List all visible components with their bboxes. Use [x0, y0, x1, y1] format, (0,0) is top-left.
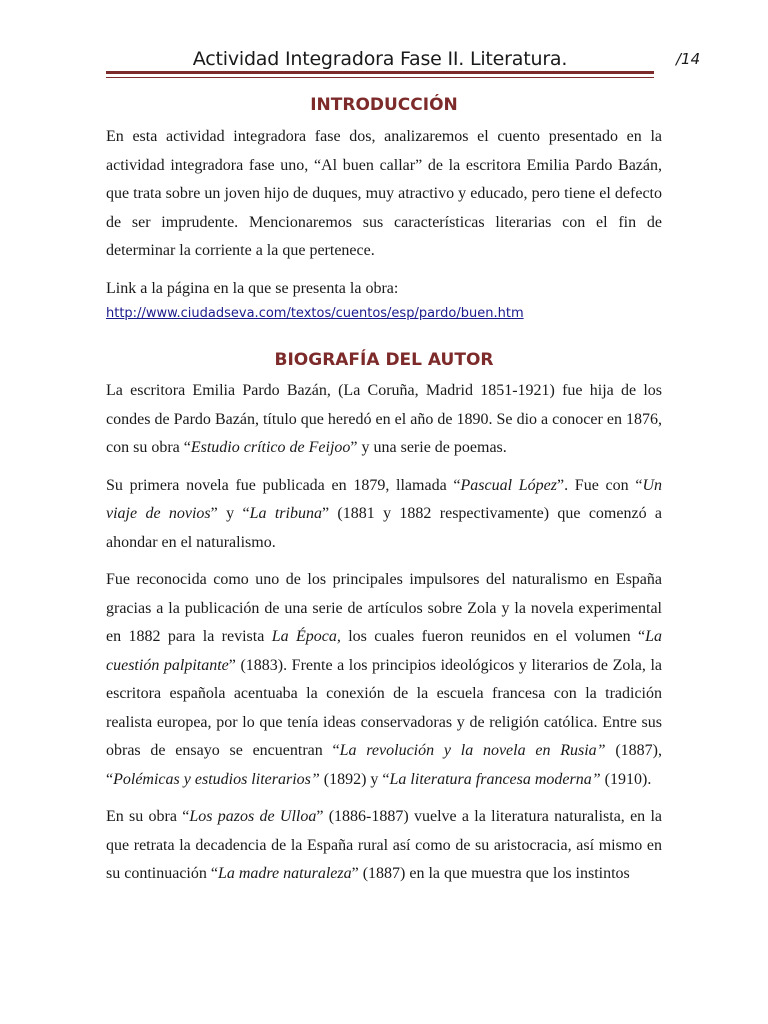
title-pazos-de-ulloa: Los pazos de Ulloa: [189, 808, 317, 825]
bio-paragraph-2: Su primera novela fue publicada en 1879, llamada “Pascual López”. Fue con “Un viaje de novios” y “La tribuna” (1881 y 1882 respectivamente) que comenzó a ahondar en el naturalismo.: [106, 476, 663, 551]
title-revolucion-novela-rusia: La revolución y la novela en Rusia”: [339, 742, 606, 759]
title-viaje-de-novios: Un viaje de novios: [106, 476, 662, 522]
intro-heading: INTRODUCCIÓN: [310, 95, 458, 115]
document-body: [106, 94, 662, 898]
bio-paragraph-1: La escritora Emilia Pardo Bazán, (La Coruña, Madrid 1851-1921) fue hija de los condes de Pardo Bazán, título que heredó en el año de 1890. Se dio a conocer en 1876, con su obra “Estudio crítico de Feijoo” y una serie de poemas.: [106, 382, 662, 456]
title-cuestion-palpitante: La cuestión palpitante: [106, 628, 663, 674]
title-madre-naturaleza: La madre naturaleza: [217, 865, 352, 882]
title-estudio-critico: Estudio crítico de Feijoo: [190, 439, 351, 456]
header-rule-thick: [106, 71, 654, 74]
title-la-epoca: La Época,: [271, 628, 341, 645]
document-header-title: Actividad Integradora Fase II. Literatura.: [192, 48, 568, 70]
title-pascual-lopez: Pascual López: [460, 476, 557, 494]
work-link[interactable]: http://www.ciudadseva.com/textos/cuentos/esp/pardo/buen.htm: [106, 306, 524, 321]
bio-paragraph-3: Fue reconocida como uno de los principales impulsores del naturalismo en España gracias a la publicación de una serie de artículos sobre Zola y la novela experimental en 1882 para la revista La Época, los cuales fueron reunidos en el volumen “La cuestión palpitante” (1883). Frente a los principios ideológicos y literarios de Zola, la escritora española acentuaba la conexión de la escuela francesa con la tradición realista europea, por lo que tenía ideas conservadoras y de religión católica. Entre sus obras de ensayo se encuentran “La revolución y la novela en Rusia” (1887), “Polémicas y estudios literarios” (1892) y “La literatura francesa moderna” (1910).: [106, 571, 663, 788]
bio-heading: BIOGRAFÍA DEL AUTOR: [274, 350, 494, 370]
intro-paragraph: En esta actividad integradora fase dos, analizaremos el cuento presentado en la actividad integradora fase uno, “Al buen callar” de la escritora Emilia Pardo Bazán, que trata sobre un joven hijo de duques, muy atractivo y educado, pero tiene el defecto de ser imprudente. Mencionaremos sus características literarias con el fin de determinar la corriente a la que pertenece.: [106, 128, 662, 259]
title-la-tribuna: La tribuna: [249, 505, 322, 522]
header-rule-thin: [106, 77, 654, 78]
link-label: Link a la página en la que se presenta la obra:: [106, 279, 399, 297]
title-literatura-francesa: La literatura francesa moderna”: [389, 770, 601, 788]
title-polemicas: Polémicas y estudios literarios”: [113, 770, 320, 788]
bio-paragraph-4: En su obra “Los pazos de Ulloa” (1886-1887) vuelve a la literatura naturalista, en la que retrata la decadencia de la España rural así como de su aristocracia, así mismo en su continuación “La madre naturaleza” (1887) en la que muestra que los instintos: [106, 808, 662, 882]
page-number: /14: [676, 50, 701, 68]
